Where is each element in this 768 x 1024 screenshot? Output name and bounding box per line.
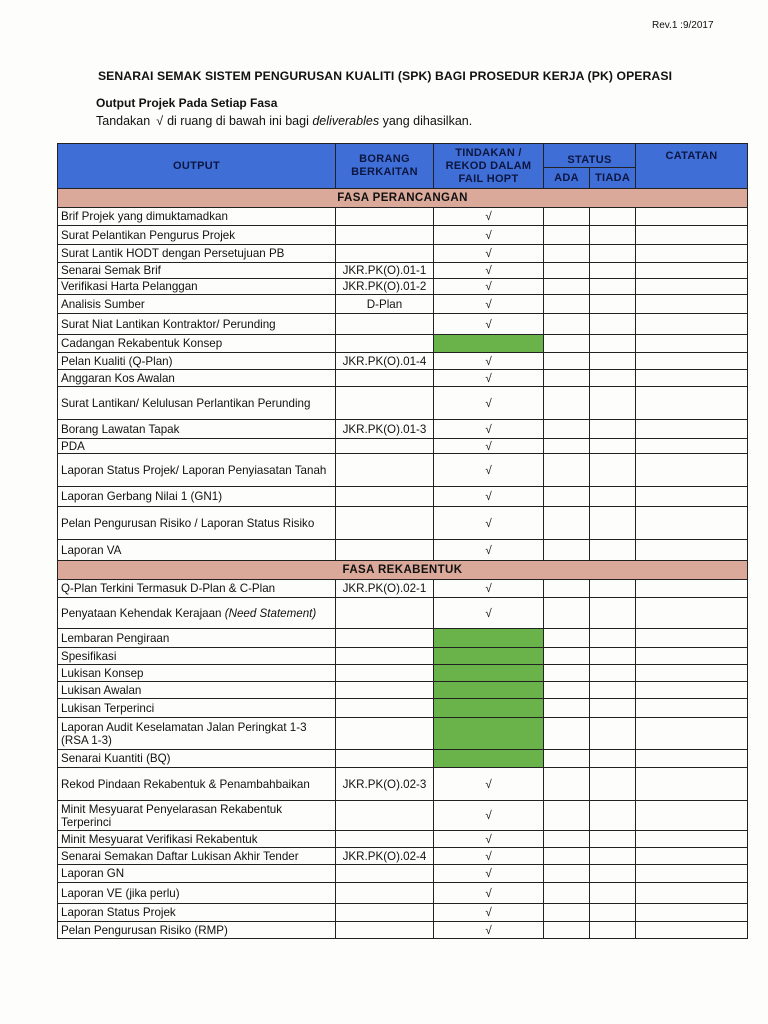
catatan-cell[interactable] [636, 387, 748, 420]
catatan-cell[interactable] [636, 750, 748, 768]
form-cell: JKR.PK(O).02-3 [336, 768, 434, 801]
tick-cell: √ [434, 598, 544, 629]
tiada-checkbox-cell[interactable] [590, 629, 636, 648]
output-text: Verifikasi Harta Pelanggan [61, 280, 198, 293]
tiada-checkbox-cell[interactable] [590, 831, 636, 848]
catatan-cell[interactable] [636, 335, 748, 353]
ada-checkbox-cell[interactable] [544, 439, 590, 454]
output-cell [58, 922, 336, 939]
output-cell [58, 370, 336, 387]
output-text: Lukisan Awalan [61, 683, 142, 697]
tiada-checkbox-cell[interactable] [590, 865, 636, 883]
header-ada: ADA [544, 168, 590, 189]
tiada-checkbox-cell[interactable] [590, 904, 636, 922]
green-highlight-cell [434, 648, 544, 665]
output-text: Lukisan Terperinci [61, 701, 155, 715]
table-row [58, 387, 748, 420]
output-text: Pelan Pengurusan Risiko / Laporan Status Risiko [61, 516, 315, 530]
ada-checkbox-cell[interactable] [544, 598, 590, 629]
output-text: Minit Mesyuarat Penyelarasan Rekabentuk Terperinci [61, 802, 283, 829]
form-cell [336, 226, 434, 245]
catatan-cell[interactable] [636, 904, 748, 922]
ada-checkbox-cell[interactable] [544, 848, 590, 865]
tick-cell: √ [434, 245, 544, 263]
output-cell [58, 904, 336, 922]
form-cell [336, 831, 434, 848]
ada-checkbox-cell[interactable] [544, 768, 590, 801]
output-text: Pelan Kualiti (Q-Plan) [61, 354, 173, 368]
header-tiada: TIADA [590, 168, 636, 189]
table-row [58, 922, 748, 939]
ada-checkbox-cell[interactable] [544, 648, 590, 665]
table-row [58, 768, 748, 801]
output-text: Senarai Semak Brif [61, 264, 161, 277]
catatan-cell[interactable] [636, 831, 748, 848]
output-cell [58, 648, 336, 665]
output-text: Senarai Semakan Daftar Lukisan Akhir Tender [61, 849, 299, 863]
output-italic-text: (Need Statement) [224, 606, 317, 620]
green-highlight-cell [434, 665, 544, 682]
tiada-checkbox-cell[interactable] [590, 598, 636, 629]
tick-cell: √ [434, 226, 544, 245]
tiada-checkbox-cell[interactable] [590, 648, 636, 665]
tiada-checkbox-cell[interactable] [590, 226, 636, 245]
tiada-checkbox-cell[interactable] [590, 454, 636, 487]
output-text: Laporan Status Projek/ Laporan Penyiasatan Tanah [61, 463, 327, 477]
tiada-checkbox-cell[interactable] [590, 848, 636, 865]
green-highlight-cell [434, 682, 544, 699]
phase-title: FASA REKABENTUK [58, 561, 748, 580]
output-text: Laporan Gerbang Nilai 1 (GN1) [61, 490, 223, 503]
ada-checkbox-cell[interactable] [544, 314, 590, 335]
catatan-cell[interactable] [636, 665, 748, 682]
instruction-prefix: Tandakan [96, 114, 151, 128]
ada-checkbox-cell[interactable] [544, 665, 590, 682]
form-cell: JKR.PK(O).01-2 [336, 279, 434, 295]
table-row [58, 682, 748, 699]
tick-cell: √ [434, 454, 544, 487]
table-row [58, 580, 748, 598]
table-row [58, 226, 748, 245]
document-title: SENARAI SEMAK SISTEM PENGURUSAN KUALITI (SPK) BAGI PROSEDUR KERJA (PK) OPERASI [97, 69, 673, 83]
tick-cell: √ [434, 439, 544, 454]
catatan-cell[interactable] [636, 420, 748, 439]
form-cell [336, 245, 434, 263]
output-text: Q-Plan Terkini Termasuk D-Plan & C-Plan [61, 582, 276, 595]
tiada-checkbox-cell[interactable] [590, 580, 636, 598]
table-row [58, 314, 748, 335]
form-cell [336, 507, 434, 540]
header-output: OUTPUT [58, 144, 336, 189]
table-row [58, 718, 748, 750]
ada-checkbox-cell[interactable] [544, 295, 590, 314]
output-text: Pelan Pengurusan Risiko (RMP) [61, 923, 228, 937]
output-cell [58, 454, 336, 487]
catatan-cell[interactable] [636, 454, 748, 487]
form-cell [336, 865, 434, 883]
ada-checkbox-cell[interactable] [544, 718, 590, 750]
ada-checkbox-cell[interactable] [544, 904, 590, 922]
table-row [58, 699, 748, 718]
form-cell: JKR.PK(O).01-1 [336, 263, 434, 279]
catatan-cell[interactable] [636, 245, 748, 263]
ada-checkbox-cell[interactable] [544, 226, 590, 245]
form-cell [336, 208, 434, 226]
table-row [58, 648, 748, 665]
table-row [58, 865, 748, 883]
tick-cell: √ [434, 208, 544, 226]
form-cell [336, 335, 434, 353]
table-row [58, 487, 748, 507]
form-cell [336, 718, 434, 750]
catatan-cell[interactable] [636, 718, 748, 750]
output-cell [58, 335, 336, 353]
catatan-cell[interactable] [636, 208, 748, 226]
green-highlight-cell [434, 699, 544, 718]
catatan-cell[interactable] [636, 263, 748, 279]
output-cell [58, 279, 336, 295]
catatan-cell[interactable] [636, 648, 748, 665]
catatan-cell[interactable] [636, 848, 748, 865]
ada-checkbox-cell[interactable] [544, 387, 590, 420]
form-cell [336, 904, 434, 922]
output-cell [58, 387, 336, 420]
tiada-checkbox-cell[interactable] [590, 682, 636, 699]
catatan-cell[interactable] [636, 487, 748, 507]
form-cell [336, 387, 434, 420]
output-text: Laporan VA [61, 543, 122, 557]
form-cell [336, 682, 434, 699]
ada-checkbox-cell[interactable] [544, 487, 590, 507]
output-cell [58, 353, 336, 370]
form-cell [336, 750, 434, 768]
output-cell [58, 245, 336, 263]
output-text: Surat Lantik HODT dengan Persetujuan PB [61, 247, 285, 260]
catatan-cell[interactable] [636, 353, 748, 370]
catatan-cell[interactable] [636, 295, 748, 314]
ada-checkbox-cell[interactable] [544, 580, 590, 598]
tiada-checkbox-cell[interactable] [590, 922, 636, 939]
header-tindakan: TINDAKAN / REKOD DALAM FAIL HOPT [434, 144, 544, 189]
tiada-checkbox-cell[interactable] [590, 439, 636, 454]
table-row [58, 507, 748, 540]
tick-cell: √ [434, 801, 544, 831]
table-row [58, 439, 748, 454]
table-row [58, 801, 748, 831]
output-cell [58, 801, 336, 831]
output-text: Surat Niat Lantikan Kontraktor/ Perunding [61, 317, 276, 331]
ada-checkbox-cell[interactable] [544, 883, 590, 904]
checklist-body [58, 189, 748, 939]
table-row [58, 335, 748, 353]
output-cell [58, 295, 336, 314]
tiada-checkbox-cell[interactable] [590, 263, 636, 279]
ada-checkbox-cell[interactable] [544, 831, 590, 848]
catatan-cell[interactable] [636, 507, 748, 540]
phase-row [58, 189, 748, 208]
revision-label: Rev.1 :9/2017 [652, 20, 714, 31]
table-row [58, 263, 748, 279]
tick-cell: √ [434, 831, 544, 848]
ada-checkbox-cell[interactable] [544, 279, 590, 295]
green-highlight-cell [434, 718, 544, 750]
tick-icon: √ [156, 114, 164, 128]
tiada-checkbox-cell[interactable] [590, 768, 636, 801]
output-cell [58, 507, 336, 540]
ada-checkbox-cell[interactable] [544, 750, 590, 768]
tiada-checkbox-cell[interactable] [590, 279, 636, 295]
form-cell [336, 314, 434, 335]
form-cell: D-Plan [336, 295, 434, 314]
form-cell [336, 454, 434, 487]
ada-checkbox-cell[interactable] [544, 699, 590, 718]
table-row [58, 245, 748, 263]
output-cell [58, 226, 336, 245]
output-text: Minit Mesyuarat Verifikasi Rekabentuk [61, 832, 258, 846]
phase-row [58, 561, 748, 580]
output-cell [58, 314, 336, 335]
output-cell [58, 768, 336, 801]
catatan-cell[interactable] [636, 279, 748, 295]
green-highlight-cell [434, 335, 544, 353]
output-cell [58, 263, 336, 279]
output-cell [58, 699, 336, 718]
catatan-cell[interactable] [636, 598, 748, 629]
output-cell [58, 718, 336, 750]
table-row [58, 353, 748, 370]
ada-checkbox-cell[interactable] [544, 263, 590, 279]
output-text: Laporan VE (jika perlu) [61, 886, 180, 900]
table-row [58, 629, 748, 648]
form-cell [336, 439, 434, 454]
tiada-checkbox-cell[interactable] [590, 335, 636, 353]
catatan-cell[interactable] [636, 226, 748, 245]
tiada-checkbox-cell[interactable] [590, 665, 636, 682]
output-cell [58, 831, 336, 848]
table-row [58, 883, 748, 904]
form-cell [336, 699, 434, 718]
tick-cell: √ [434, 904, 544, 922]
tick-cell: √ [434, 883, 544, 904]
output-text: Laporan GN [61, 867, 125, 880]
output-cell [58, 848, 336, 865]
header-status: STATUS [544, 144, 636, 168]
ada-checkbox-cell[interactable] [544, 865, 590, 883]
output-text: Lukisan Konsep [61, 666, 144, 680]
ada-checkbox-cell[interactable] [544, 682, 590, 699]
green-highlight-cell [434, 750, 544, 768]
table-row [58, 454, 748, 487]
tiada-checkbox-cell[interactable] [590, 540, 636, 561]
ada-checkbox-cell[interactable] [544, 353, 590, 370]
catatan-cell[interactable] [636, 540, 748, 561]
output-text: PDA [61, 439, 85, 453]
tick-cell: √ [434, 768, 544, 801]
form-cell: JKR.PK(O).01-4 [336, 353, 434, 370]
output-text: Senarai Kuantiti (BQ) [61, 752, 171, 765]
output-cell [58, 598, 336, 629]
instruction-suffix: yang dihasilkan. [382, 114, 473, 128]
output-cell [58, 682, 336, 699]
tick-cell: √ [434, 314, 544, 335]
catatan-cell[interactable] [636, 370, 748, 387]
output-cell [58, 883, 336, 904]
output-text: Penyataan Kehendak Kerajaan [61, 606, 222, 620]
output-text: Cadangan Rekabentuk Konsep [61, 337, 223, 350]
ada-checkbox-cell[interactable] [544, 420, 590, 439]
instruction-middle: di ruang di bawah ini bagi [167, 114, 309, 128]
ada-checkbox-cell[interactable] [544, 370, 590, 387]
tiada-checkbox-cell[interactable] [590, 487, 636, 507]
ada-checkbox-cell[interactable] [544, 245, 590, 263]
table-row [58, 750, 748, 768]
ada-checkbox-cell[interactable] [544, 208, 590, 226]
catatan-cell[interactable] [636, 865, 748, 883]
catatan-cell[interactable] [636, 314, 748, 335]
tiada-checkbox-cell[interactable] [590, 801, 636, 831]
form-cell [336, 665, 434, 682]
catatan-cell[interactable] [636, 682, 748, 699]
output-text: Brif Projek yang dimuktamadkan [61, 210, 228, 223]
green-highlight-cell [434, 629, 544, 648]
tiada-checkbox-cell[interactable] [590, 245, 636, 263]
table-row [58, 831, 748, 848]
output-text: Analisis Sumber [61, 297, 145, 311]
tiada-checkbox-cell[interactable] [590, 507, 636, 540]
output-text: Surat Lantikan/ Kelulusan Perlantikan Perunding [61, 396, 311, 410]
tiada-checkbox-cell[interactable] [590, 420, 636, 439]
form-cell [336, 801, 434, 831]
catatan-cell[interactable] [636, 439, 748, 454]
tiada-checkbox-cell[interactable] [590, 750, 636, 768]
checklist-table [57, 143, 748, 939]
tick-cell: √ [434, 922, 544, 939]
tick-cell: √ [434, 487, 544, 507]
ada-checkbox-cell[interactable] [544, 454, 590, 487]
output-cell [58, 665, 336, 682]
output-cell [58, 487, 336, 507]
table-row [58, 598, 748, 629]
tiada-checkbox-cell[interactable] [590, 387, 636, 420]
catatan-cell[interactable] [636, 801, 748, 831]
catatan-cell[interactable] [636, 629, 748, 648]
table-row [58, 279, 748, 295]
ada-checkbox-cell[interactable] [544, 629, 590, 648]
catatan-cell[interactable] [636, 768, 748, 801]
tick-cell: √ [434, 353, 544, 370]
tick-cell: √ [434, 263, 544, 279]
output-text: Spesifikasi [61, 649, 117, 663]
output-cell [58, 420, 336, 439]
tiada-checkbox-cell[interactable] [590, 370, 636, 387]
tiada-checkbox-cell[interactable] [590, 314, 636, 335]
form-cell [336, 370, 434, 387]
output-text: Borang Lawatan Tapak [61, 422, 180, 436]
tick-cell: √ [434, 865, 544, 883]
tick-cell: √ [434, 507, 544, 540]
form-cell [336, 922, 434, 939]
table-row [58, 208, 748, 226]
output-cell [58, 208, 336, 226]
output-cell [58, 629, 336, 648]
tiada-checkbox-cell[interactable] [590, 208, 636, 226]
tick-cell: √ [434, 540, 544, 561]
ada-checkbox-cell[interactable] [544, 540, 590, 561]
instruction-italic: deliverables [312, 114, 380, 128]
form-cell [336, 883, 434, 904]
form-cell [336, 598, 434, 629]
catatan-cell[interactable] [636, 883, 748, 904]
form-cell [336, 629, 434, 648]
tick-cell: √ [434, 387, 544, 420]
table-row [58, 665, 748, 682]
header-catatan: CATATAN [636, 144, 748, 189]
catatan-cell[interactable] [636, 922, 748, 939]
tick-cell: √ [434, 580, 544, 598]
table-row [58, 540, 748, 561]
ada-checkbox-cell[interactable] [544, 922, 590, 939]
tiada-checkbox-cell[interactable] [590, 699, 636, 718]
output-cell [58, 865, 336, 883]
table-row [58, 904, 748, 922]
catatan-cell[interactable] [636, 699, 748, 718]
tiada-checkbox-cell[interactable] [590, 718, 636, 750]
form-cell: JKR.PK(O).01-3 [336, 420, 434, 439]
tick-cell: √ [434, 848, 544, 865]
output-text: Rekod Pindaan Rekabentuk & Penambahbaikan [61, 777, 310, 791]
table-row [58, 420, 748, 439]
instruction-text [96, 114, 472, 128]
tick-cell: √ [434, 420, 544, 439]
output-cell [58, 439, 336, 454]
tick-cell: √ [434, 279, 544, 295]
output-text: Lembaran Pengiraan [61, 631, 170, 645]
output-text: Surat Pelantikan Pengurus Projek [61, 228, 236, 242]
ada-checkbox-cell[interactable] [544, 335, 590, 353]
output-text: Laporan Status Projek [61, 906, 176, 919]
table-row [58, 295, 748, 314]
form-cell: JKR.PK(O).02-1 [336, 580, 434, 598]
phase-title: FASA PERANCANGAN [58, 189, 748, 208]
tiada-checkbox-cell[interactable] [590, 883, 636, 904]
tick-cell: √ [434, 370, 544, 387]
table-row [58, 848, 748, 865]
output-cell [58, 540, 336, 561]
tiada-checkbox-cell[interactable] [590, 295, 636, 314]
form-cell [336, 540, 434, 561]
section-subtitle: Output Projek Pada Setiap Fasa [96, 96, 278, 110]
tiada-checkbox-cell[interactable] [590, 353, 636, 370]
table-row [58, 370, 748, 387]
output-cell [58, 580, 336, 598]
output-text: Laporan Audit Keselamatan Jalan Peringkat 1-3 (RSA 1-3) [61, 720, 307, 747]
form-cell [336, 487, 434, 507]
header-borang: BORANG BERKAITAN [336, 144, 434, 189]
output-cell [58, 750, 336, 768]
form-cell: JKR.PK(O).02-4 [336, 848, 434, 865]
catatan-cell[interactable] [636, 580, 748, 598]
ada-checkbox-cell[interactable] [544, 801, 590, 831]
output-text: Anggaran Kos Awalan [61, 371, 175, 385]
ada-checkbox-cell[interactable] [544, 507, 590, 540]
form-cell [336, 648, 434, 665]
tick-cell: √ [434, 295, 544, 314]
